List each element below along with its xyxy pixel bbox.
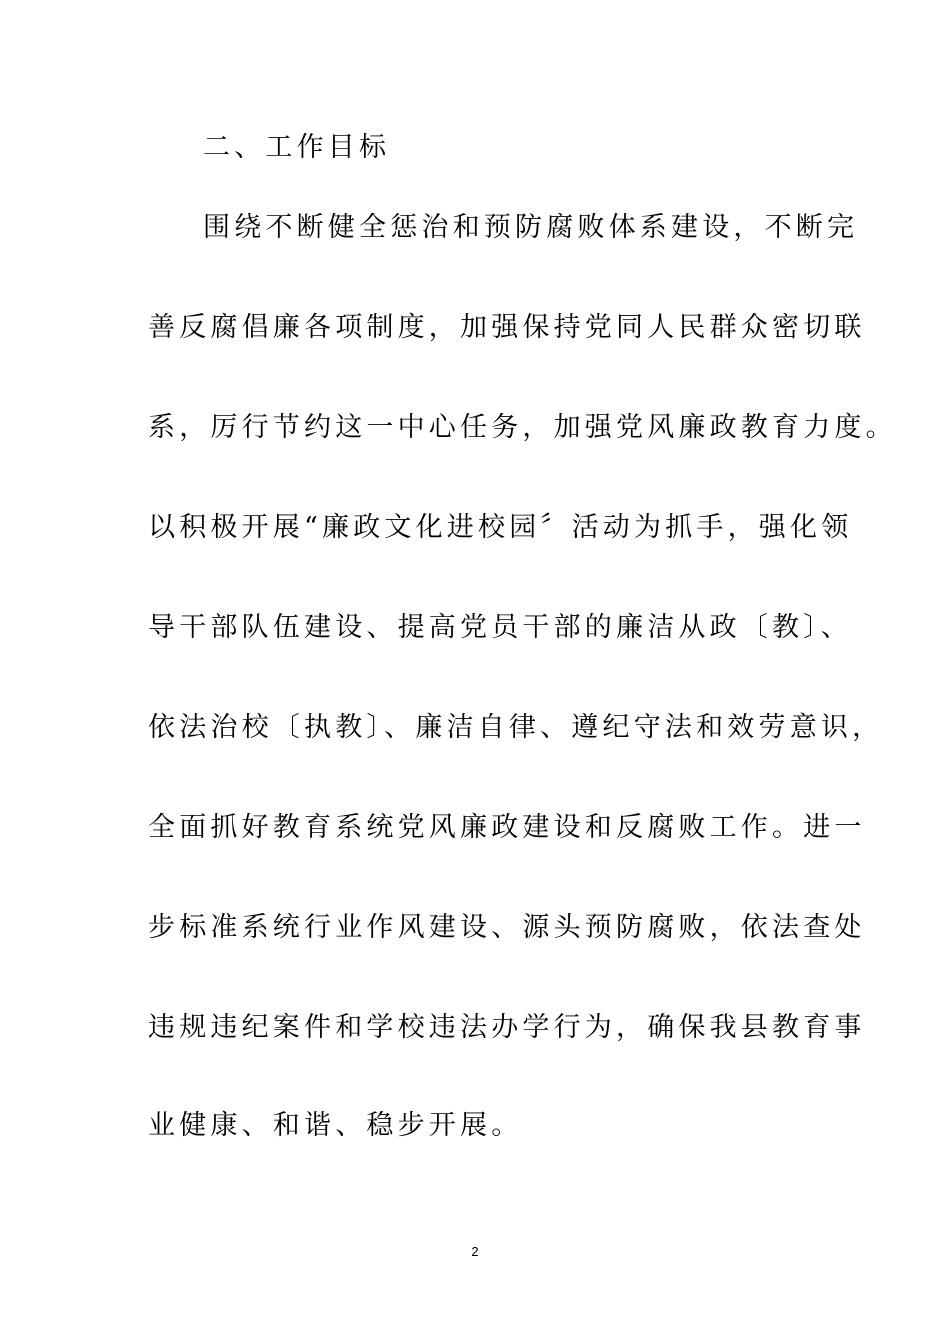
section-heading: 二、工作目标 [203, 132, 391, 163]
paragraph-line: 导干部队伍建设、提高党员干部的廉洁从政〔教〕、 [148, 612, 853, 643]
paragraph-line: 善反腐倡廉各项制度，加强保持党同人民群众密切联 [148, 312, 866, 343]
paragraph-line: 全面抓好教育系统党风廉政建设和反腐败工作。进一 [148, 812, 866, 843]
paragraph-line: 以积极开展“廉政文化进校园〞活动为抓手，强化领 [148, 512, 853, 543]
page-number: 2 [471, 1244, 479, 1259]
paragraph-line: 步标准系统行业作风建设、源头预防腐败，依法查处 [148, 912, 866, 943]
paragraph-line: 业健康、和谐、稳步开展。 [148, 1110, 523, 1141]
paragraph-line: 系，厉行节约这一中心任务，加强党风廉政教育力度。 [148, 412, 897, 443]
paragraph-line: 依法治校〔执教〕、廉洁自律、遵纪守法和效劳意识， [148, 712, 884, 743]
paragraph-line: 围绕不断健全惩治和预防腐败体系建设，不断完 [203, 212, 859, 243]
paragraph-line: 违规违纪案件和学校违法办学行为，确保我县教育事 [148, 1012, 866, 1043]
